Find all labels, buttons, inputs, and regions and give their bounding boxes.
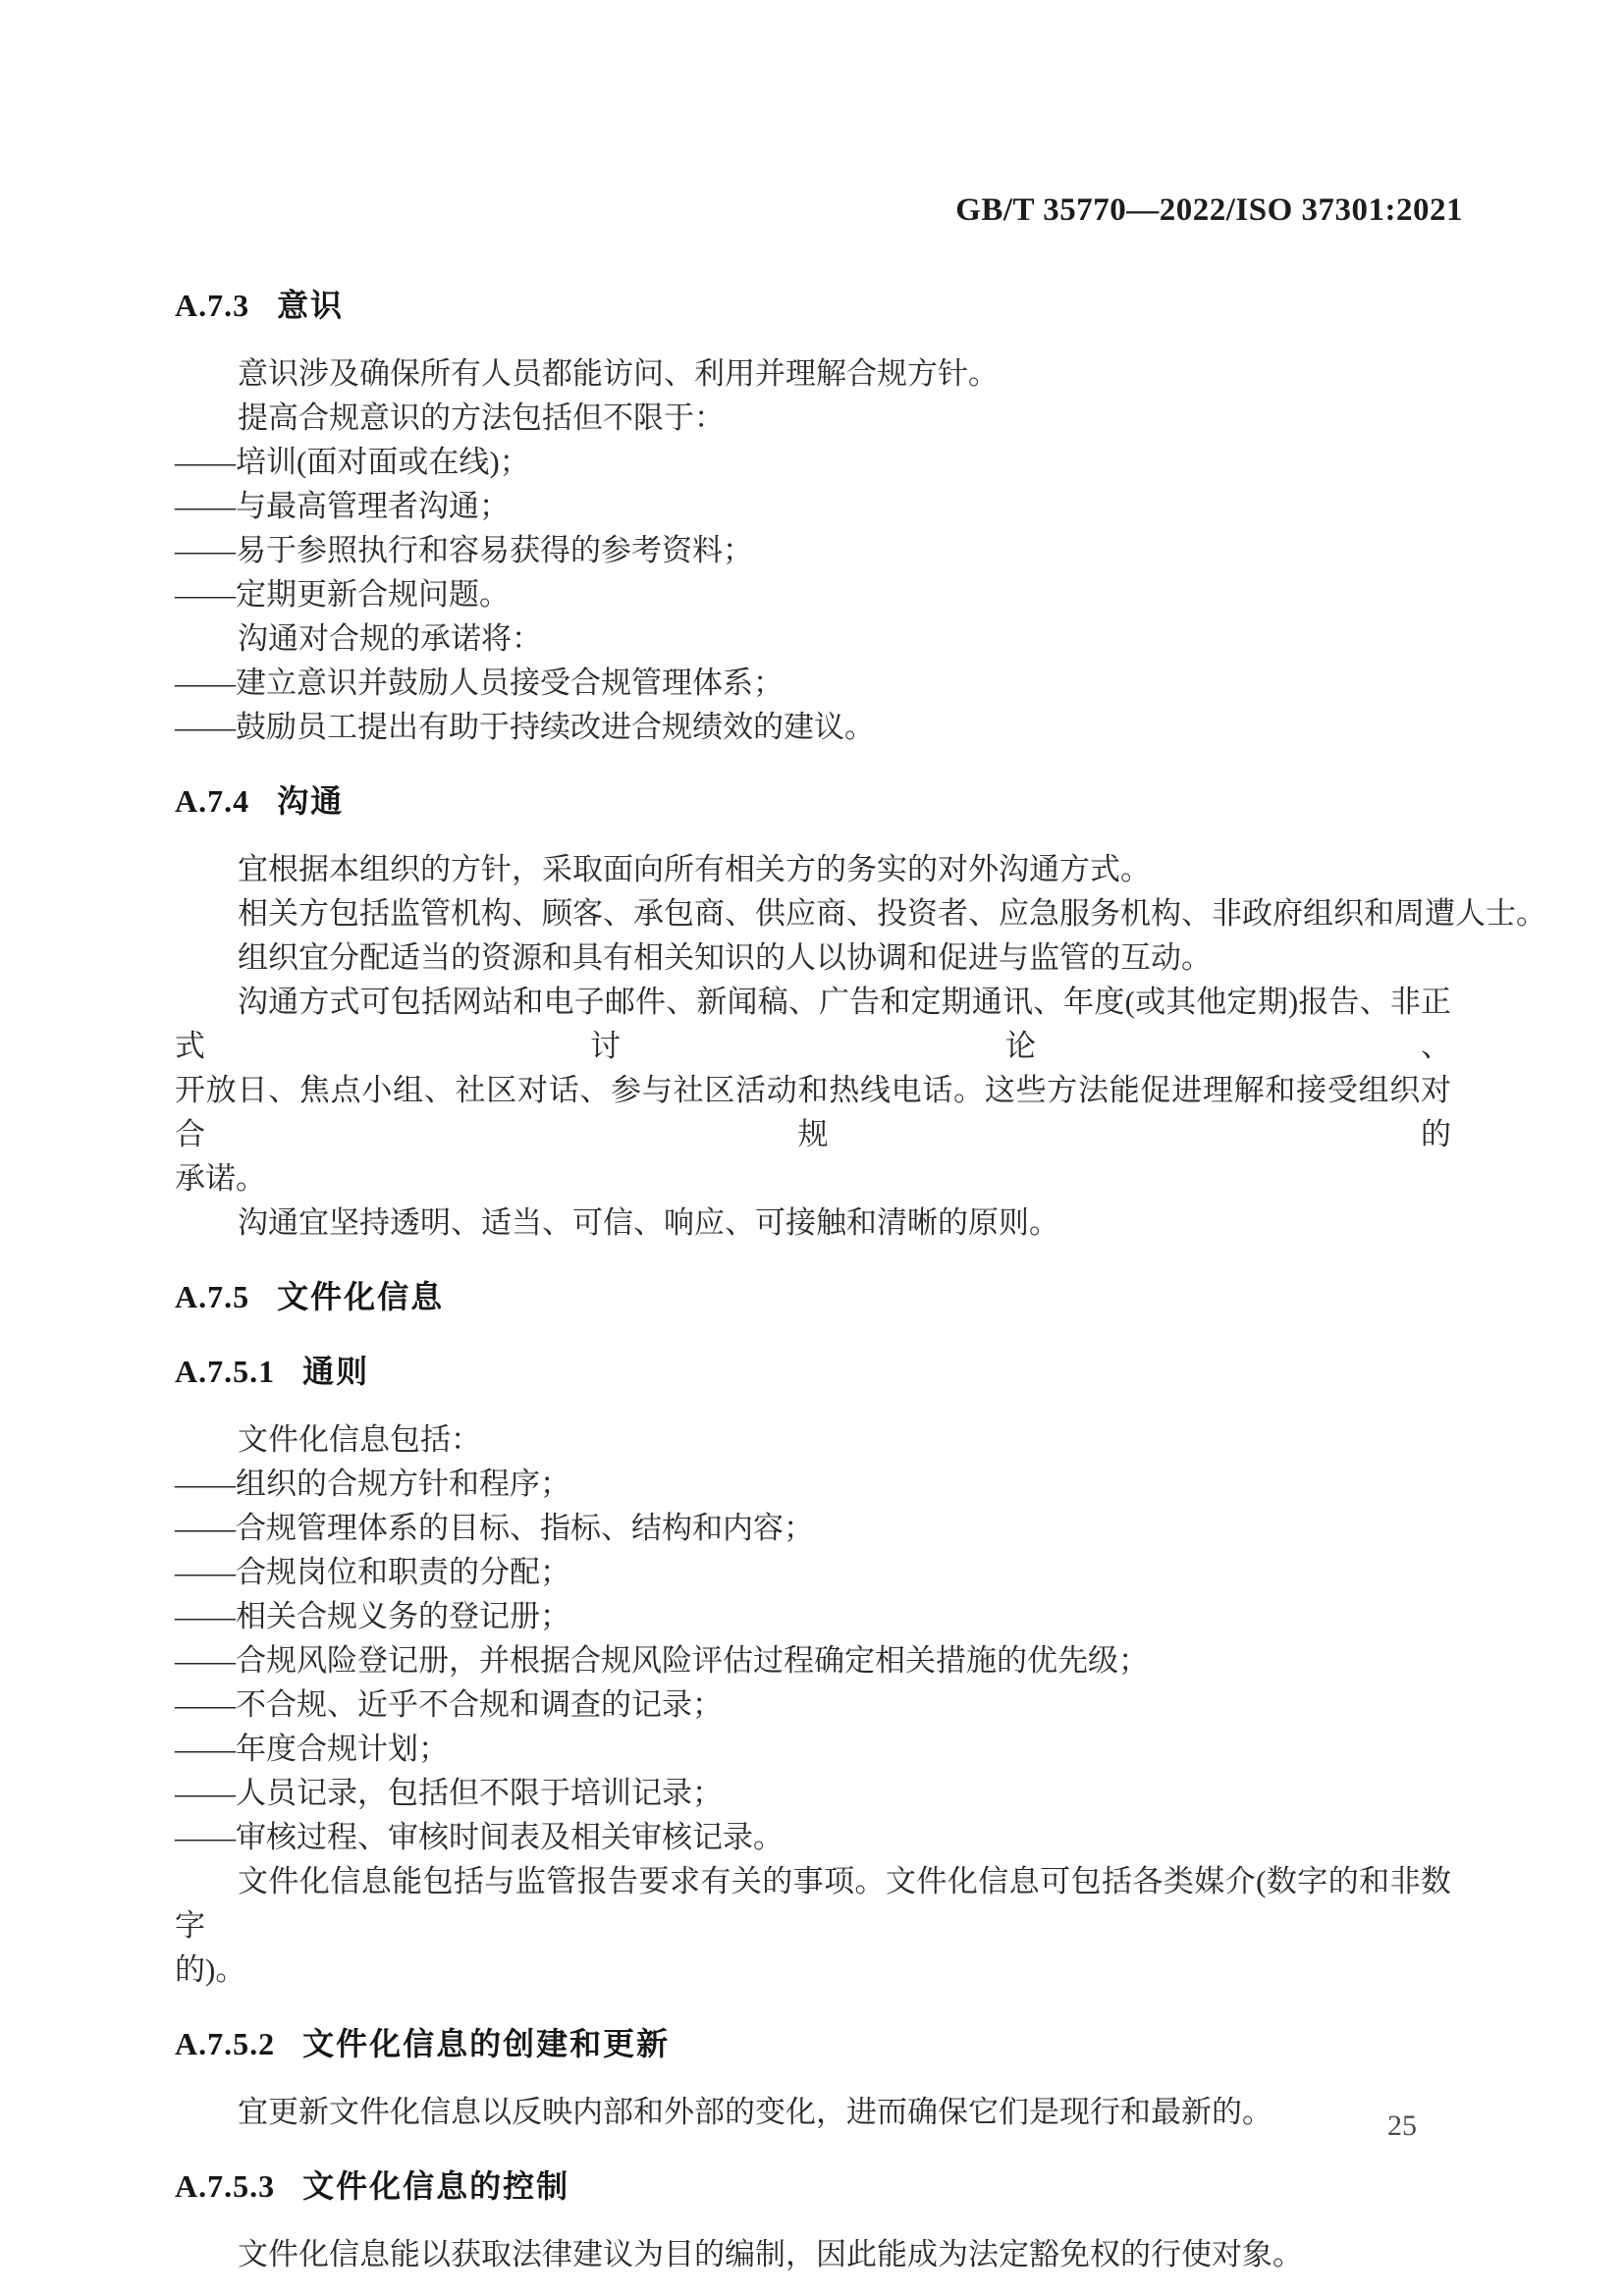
section-title: 通则 [302,1354,370,1389]
paragraph: 文件化信息包括： [238,1422,481,1457]
section-number: A.7.3 [175,288,250,323]
dash-list-item: ——不合规、近乎不合规和调查的记录； [175,1687,723,1722]
dash-list-item: ——与最高管理者沟通； [175,489,510,523]
section-title: 意识 [277,288,345,323]
paragraph: 沟通对合规的承诺将： [238,621,542,656]
section-title: 文件化信息的控制 [302,2168,570,2204]
section-title: 沟通 [277,783,345,819]
dash-list-item: ——易于参照执行和容易获得的参考资料； [175,533,753,567]
dash-list-item: ——培训(面对面或在线)； [175,445,530,479]
paragraph-continuation: 开放日、焦点小组、社区对话、参与社区活动和热线电话。这些方法能促进理解和接受组织对合规的 [175,1073,1451,1151]
section-number: A.7.5 [175,1279,250,1314]
dash-list-item: ——人员记录，包括但不限于培训记录； [175,1776,723,1810]
section-number: A.7.5.2 [175,2026,276,2061]
paragraph: 宜根据本组织的方针，采取面向所有相关方的务实的对外沟通方式。 [238,852,1151,886]
document-content [175,253,1546,2276]
section-title: 文件化信息的创建和更新 [302,2026,671,2061]
dash-list-item: ——合规岗位和职责的分配； [175,1555,570,1589]
dash-list-item: ——组织的合规方针和程序； [175,1467,570,1501]
paragraph: 沟通方式可包括网站和电子邮件、新闻稿、广告和定期通讯、年度(或其他定期)报告、非正式讨论、 [175,985,1451,1063]
section-heading [175,778,1451,824]
section-heading [175,283,1451,328]
dash-list-item: ——合规管理体系的目标、指标、结构和内容； [175,1511,814,1545]
paragraph: 宜更新文件化信息以反映内部和外部的变化，进而确保它们是现行和最新的。 [238,2095,1272,2129]
section-title: 文件化信息 [277,1279,445,1314]
dash-list-item: ——合规风险登记册，并根据合规风险评估过程确定相关措施的优先级； [175,1643,1149,1678]
standard-number-header: GB/T 35770—2022/ISO 37301:2021 [955,192,1463,228]
paragraph: 文件化信息能包括与监管报告要求有关的事项。文件化信息可包括各类媒介(数字的和非数字 [175,1864,1451,1943]
paragraph: 意识涉及确保所有人员都能访问、利用并理解合规方针。 [238,356,999,391]
paragraph: 沟通宜坚持透明、适当、可信、响应、可接触和清晰的原则。 [238,1205,1059,1240]
dash-list-item: ——审核过程、审核时间表及相关审核记录。 [175,1820,784,1854]
paragraph-continuation: 的)。 [175,1952,246,1987]
dash-list-item: ——相关合规义务的登记册； [175,1599,570,1633]
section-number: A.7.5.1 [175,1354,276,1389]
section-number: A.7.5.3 [175,2168,276,2204]
page-number: 25 [1387,2109,1417,2142]
paragraph: 相关方包括监管机构、顾客、承包商、供应商、投资者、应急服务机构、非政府组织和周遭人士。 [238,896,1546,931]
paragraph: 组织宜分配适当的资源和具有相关知识的人以协调和促进与监管的互动。 [238,940,1212,975]
section-heading [175,1274,1451,1319]
section-heading [175,2163,1451,2209]
dash-list-item: ——定期更新合规问题。 [175,577,510,612]
section-heading [175,2021,1451,2066]
dash-list-item: ——年度合规计划； [175,1732,449,1766]
paragraph: 文件化信息能以获取法律建议为目的编制，因此能成为法定豁免权的行使对象。 [238,2237,1303,2271]
section-heading [175,1349,1451,1394]
dash-list-item: ——建立意识并鼓励人员接受合规管理体系； [175,666,784,700]
section-number: A.7.4 [175,783,250,819]
paragraph: 提高合规意识的方法包括但不限于： [238,400,725,435]
paragraph-continuation: 承诺。 [175,1161,266,1196]
dash-list-item: ——鼓励员工提出有助于持续改进合规绩效的建议。 [175,710,875,744]
